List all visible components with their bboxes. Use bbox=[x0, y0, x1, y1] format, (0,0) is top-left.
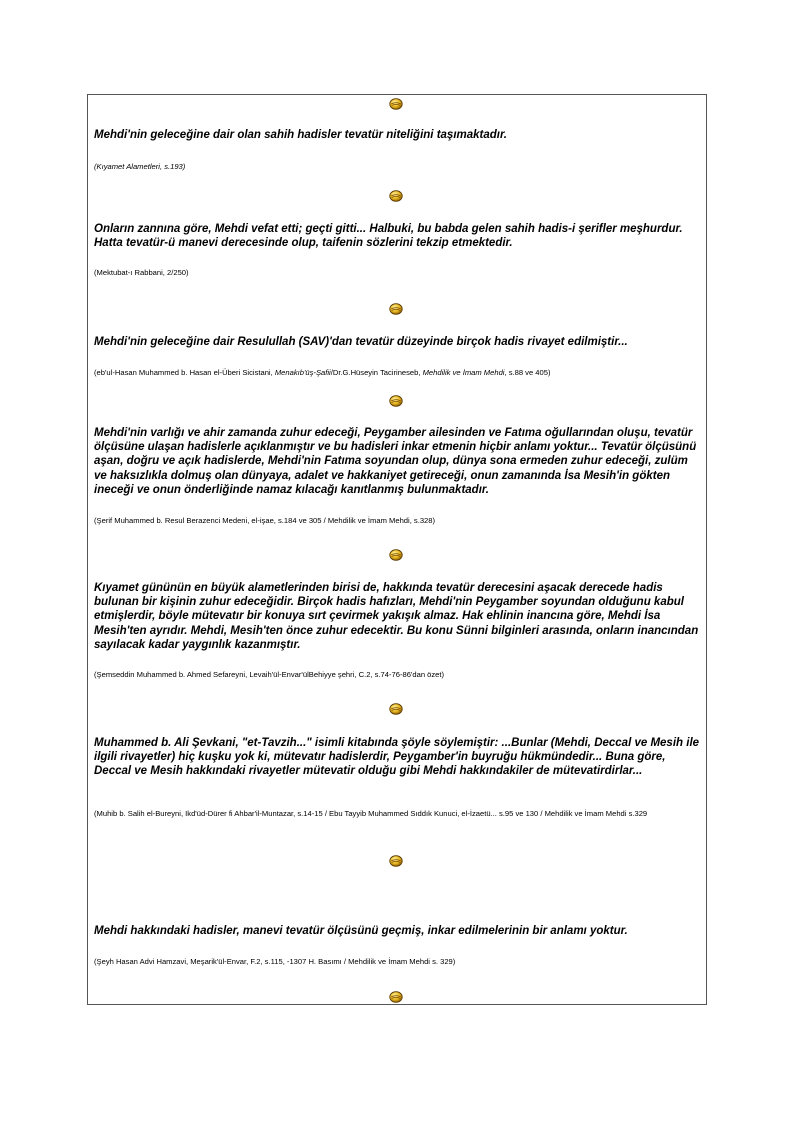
gold-coin-ornament-icon bbox=[389, 98, 403, 110]
quote-text: Mehdi'nin geleceğine dair olan sahih hadisler tevatür niteliğini taşımaktadır. bbox=[94, 129, 508, 141]
gold-coin-ornament-icon bbox=[389, 190, 403, 202]
quote-text: Mehdi'nin geleceğine dair Resulullah (SAV)'dan tevatür düzeyinde birçok hadis rivayet edilmiştir... bbox=[94, 336, 628, 348]
quote-text: Mehdi'nin varlığı ve ahir zamanda zuhur edeceği, Peygamber ailesinden ve Fatıma oğullarından oluşu, tevatür ölçüsüne ulaşan hadislerle açıklanmıştır ve bu hadisleri inkar etmenin hiçbir anlamı yoktur... Tevatür ölçüsünü aşan, doğru ve açık hadislerde, Mehdi'nin Fatıma soyundan olup, dünya sona ermeden zuhur edeceği, zulüm ve haksızlıkla dolmuş olan dünyaya, adalet ve hakkaniyet getireceği, onun zamanında İsa Mesih'in gökten ineceği ve onun önderliğinde namaz kılacağı kanıtlanmış bulunmaktadır. bbox=[94, 427, 697, 496]
gold-coin-ornament-icon bbox=[389, 303, 403, 315]
source-citation: (Şerif Muhammed b. Resul Berazenci Medeni, el-işae, s.184 ve 305 / Mehdilik ve İmam Mehdi, s.328) bbox=[94, 516, 436, 525]
gold-coin-ornament-icon bbox=[389, 549, 403, 561]
quote-text: Kıyamet gününün en büyük alametlerinden birisi de, hakkında tevatür derecesini aşacak derecede hadis bulunan bir kişinin zuhur edeceğidir. Birçok hadis hafızları, Mehdi'nin Peygamber soyundan olduğunu kabul etmişlerdir, böyle mütevatır bir konuya sırt çevirmek yakışık almaz. Hak ehlinin inancına göre, Mehdi İsa Mesih'ten ayrıdır. Mehdi, Mesih'ten önce zuhur edecektir. Bu konu Sünni bilginleri arasında, onların inancından sayılacak kadar yaygınlık kazanmıştır. bbox=[94, 582, 699, 651]
gold-coin-ornament-icon bbox=[389, 395, 403, 407]
source-citation: (eb'ul-Hasan Muhammed b. Hasan el-Überi Sicistani, Menakıb'üş-Şafii/Dr.G.Hüseyin Tacirineseb, Mehdilik ve İmam Mehdi, s.88 ve 405) bbox=[94, 368, 551, 377]
gold-coin-ornament-icon bbox=[389, 855, 403, 867]
source-citation: (Şeyh Hasan Advi Hamzavi, Meşarik'ül-Envar, F.2, s.115, -1307 H. Basımı / Mehdilik ve İmam Mehdi s. 329) bbox=[94, 957, 456, 966]
quote-text: Mehdi hakkındaki hadisler, manevi tevatür ölçüsünü geçmiş, inkar edilmelerinin bir anlamı yoktur. bbox=[94, 925, 628, 937]
quote-text: Muhammed b. Ali Şevkani, "et-Tavzih..." isimli kitabında şöyle söylemiştir: ...Bunlar (Mehdi, Deccal ve Mesih ile ilgili rivayetler) hiç kuşku yok ki, mütevatır hadislerdir, Peygamber'in buyruğu hükmündedir... Buna göre, Deccal ve Mesih hakkındaki rivayetler mütevatir olduğu gibi Mehdi hakkındakiler de mütevatirdirlar... bbox=[94, 737, 700, 778]
source-citation: (Kıyamet Alametleri, s.193) bbox=[94, 162, 186, 171]
quote-text: Onların zannına göre, Mehdi vefat etti; geçti gitti... Halbuki, bu babda gelen sahih hadis-i şerifler meşhurdur. Hatta tevatür-ü manevi derecesinde olup, taifenin sözlerini tekzip etmektedir. bbox=[94, 223, 683, 250]
source-citation: (Muhib b. Salih el-Bureyni, Ikd'üd-Dürer fi Ahbar'il-Muntazar, s.14-15 / Ebu Tayyib Muhammed Sıddık Kunuci, el-İzaetü... s.95 ve 130 / Mehdilik ve İmam Mehdi s.329 bbox=[94, 809, 648, 818]
gold-coin-ornament-icon bbox=[389, 991, 403, 1003]
gold-coin-ornament-icon bbox=[389, 703, 403, 715]
source-citation: (Mektubat-ı Rabbani, 2/250) bbox=[94, 268, 189, 277]
source-citation: (Şemseddin Muhammed b. Ahmed Sefareyni, Levaih'ül-Envar'ülBehiyye şehri, C.2, s.74-76-86'dan özet) bbox=[94, 670, 445, 679]
